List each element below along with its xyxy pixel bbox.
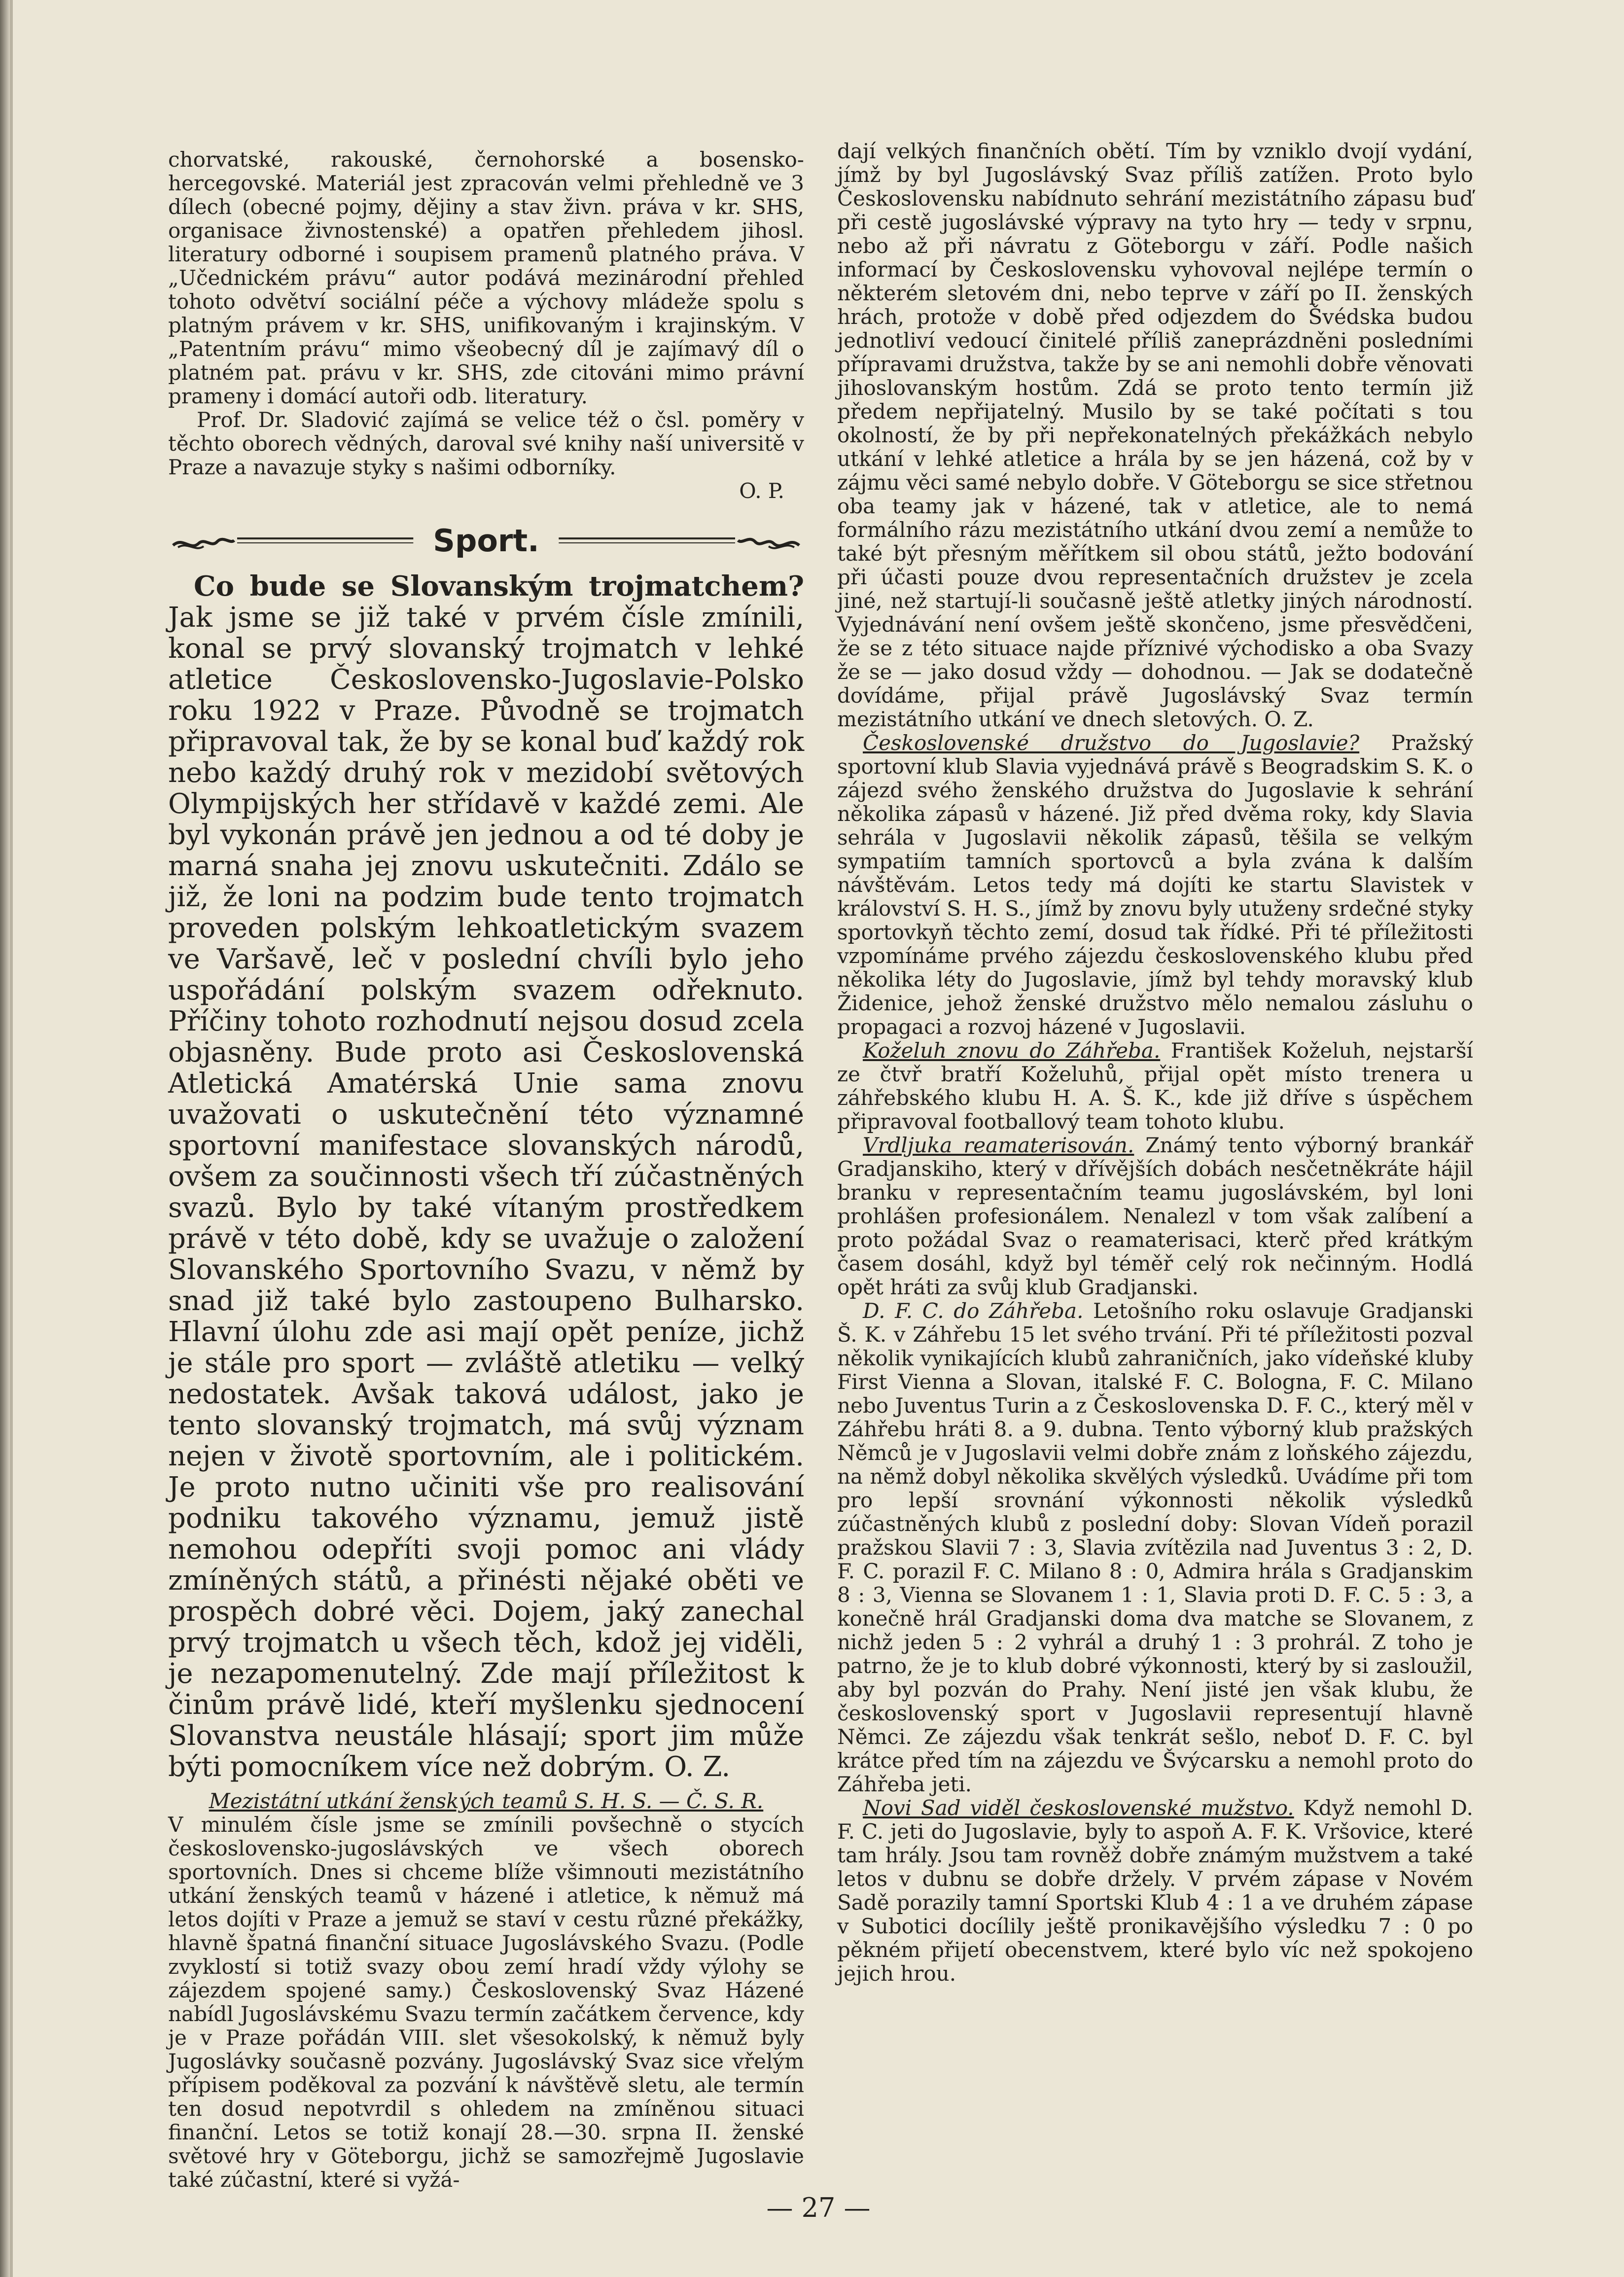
- article-paragraph: [837, 731, 1473, 1039]
- article-heading: Co bude se Slovanským trojmatchem?: [194, 570, 804, 603]
- section-title: Sport.: [413, 519, 559, 563]
- article-paragraph: [837, 1299, 1473, 1796]
- left-column: [168, 148, 804, 2192]
- page: [10, 0, 1624, 2277]
- article-body: Letošního roku oslavuje Gradjanski Š. K. v Záhřebu 15 let svého trvání. Při té příležitosti pozval několik vynikajících klubů zahraničních, jako vídeňské kluby First Vienna a Slovan, italské F. C. Bologna, F. C. Milano nebo Juventus Turin a z Československa D. F. C., který měl v Záhřebu hráti 8. a 9. dubna. Tento výborný klub pražských Němců je v Jugoslavii velmi dobře znám z loňského zájezdu, na němž dobyl několika skvělých výsledků. Uvádíme při tom pro lepší srovnání výkonnosti několik výsledků zúčastněných klubů z poslední doby: Slovan Vídeň porazil pražskou Slavii 7 : 3, Slavia zvítězila nad Juventus 3 : 2, D. F. C. porazil F. C. Milano 8 : 0, Admira hrála s Gradjanskim 8 : 3, Vienna se Slovanem 1 : 1, Slavia proti D. F. C. 5 : 3, a konečně hrál Gradjanski doma dva matche se Slovanem, z nichž jeden 5 : 2 vyhrál a druhý 1 : 3 prohrál. Z toho je patrno, že je to klub dobré výkonnosti, který by si zasloužil, aby byl pozván do Prahy. Není jisté jen však klubu, že československý sport v Jugoslavii representují hlavně Němci. Ze zájezdu však tenkrát sešlo, neboť D. F. C. byl krátce před tím na zájezdu ve Švýcarsku a nemohl proto do Záhřeba jeti.: [837, 1299, 1473, 1796]
- trojmatch-article: [168, 571, 804, 1782]
- review-paragraph: chorvatské, rakouské, černohorské a bosensko-hercegovské. Materiál jest zpracován velmi přehledně ve 3 dílech (obecné pojmy, dějiny a stav živn. práva v kr. SHS, organisace živnostenské) a opatřen přehledem jihosl. literatury odborné i soupisem pramenů platného práva. V „Učednickém právu“ autor podává mezinárodní přehled tohoto odvětví sociální péče a výchovy mládeže spolu s platným právem v kr. SHS, unifikovaným i krajinským. V „Patentním právu“ mimo všeobecný díl je zajímavý díl o platném pat. právu v kr. SHS, zde citováni mimo právní prameny i domácí autoři odb. literatury.: [168, 147, 804, 408]
- article-paragraph: [837, 1039, 1473, 1134]
- article-heading: Koželuh znovu do Záhřeba.: [863, 1038, 1161, 1063]
- article-paragraph: [837, 1134, 1473, 1299]
- article-heading: D. F. C. do Záhřeba.: [863, 1299, 1084, 1323]
- page-fold-shadow: [0, 0, 10, 2277]
- women-teams-article: [168, 1789, 804, 2192]
- article-heading: Vrdljuka reamaterisován.: [863, 1133, 1134, 1157]
- article-body: Jak jsme se již také v prvém čísle zmínili, konal se prvý slovanský trojmatch v lehké atletice Československo-Jugoslavie-Polsko roku 1922 v Praze. Původně se trojmatch připravoval tak, že by se konal buď každý rok nebo každý druhý rok v mezidobí světových Olympijských her střídavě v každé zemi. Ale byl vykonán právě jen jednou a od té doby je marná snaha jej znovu uskutečniti. Zdálo se již, že loni na podzim bude tento trojmatch proveden polským lehkoatletickým svazem ve Varšavě, leč v poslední chvíli bylo jeho uspořádání polským svazem odřeknuto. Příčiny tohoto rozhodnutí nejsou dosud zcela objasněny. Bude proto asi Československá Atletická Amatérská Unie sama znovu uvažovati o uskutečnění této významné sportovní manifestace slovanských národů, ovšem za součinnosti všech tří zúčastněných svazů. Bylo by také vítaným prostředkem právě v této době, kdy se uvažuje o založení Slovanského Sportovního Svazu, v němž by snad již také bylo zastoupeno Bulharsko. Hlavní úlohu zde asi mají opět peníze, jichž je stále pro sport — zvláště atletiku — velký nedostatek. Avšak taková událost, jako je tento slovanský trojmatch, má svůj význam nejen v životě sportovním, ale i politickém. Je proto nutno učiniti vše pro realisování podniku takového významu, jemuž jistě nemohou odepříti svoji pomoc ani vlády zmíněných států, a přinésti nějaké oběti ve prospěch dobré věci. Dojem, jaký zanechal prvý trojmatch u všech těch, kdož jej viděli, je nezapomenutelný. Zde mají příležitost k činům právě lidé, kteří myšlenku sjednocení Slovanstva neustále hlásají; sport jim může býti pomocníkem více než dobrým. O. Z.: [168, 602, 804, 1783]
- article-heading-line: [168, 1789, 804, 1813]
- article-heading: Mezistátní utkání ženských teamů S. H. S. — Č. S. R.: [209, 1789, 764, 1813]
- article-body: Známý tento výborný brankář Gradjanskiho, který v dřívějších dobách nesčetněkráte hájil branku v representačním teamu jugoslávském, byl loni prohlášen profesionálem. Nenalezl v tom však zalíbení a proto požádal Svaz o reamaterisaci, kterč před krátkým časem dosáhl, když byl téměř celý rok nečinným. Hodlá opět hráti za svůj klub Gradjanski.: [837, 1133, 1473, 1299]
- article-body: František Koželuh, nejstarší ze čtvř bratří Koželuhů, přijal opět místo trenera u záhřebského klubu H. A. Š. K., kde již dříve s úspěchem připravoval footballový team tohoto klubu.: [837, 1038, 1473, 1134]
- right-ornament-icon: [735, 527, 804, 556]
- review-signature: O. P.: [739, 479, 784, 503]
- article-paragraph: [837, 1796, 1473, 1986]
- article-heading: Československé družstvo do Jugoslavie?: [863, 731, 1360, 755]
- review-paragraph: Prof. Dr. Sladović zajímá se velice též o čsl. poměry v těchto oborech vědných, daroval své knihy naší universitě v Praze a navazuje styky s našimi odborníky.: [168, 408, 804, 479]
- left-ornament-icon: [168, 527, 237, 556]
- article-body: Pražský sportovní klub Slavia vyjednává právě s Beogradskim S. K. o zájezd svého ženského družstva do Jugoslavie k sehrání několika zápasů v házené. Již před dvěma roky, kdy Slavia sehrála v Jugoslavii několik zápasů, těšila se velkým sympatiím tamních sportovců a byla zvána k dalším návštěvám. Letos tedy má dojíti ke startu Slavistek v království S. H. S., jímž by znovu byly utuženy srdečné styky sportovkyň těchto zemí, dosud tak řídké. Při té příležitosti vzpomínáme prvého zájezdu československého klubu před několika léty do Jugoslavie, jímž byl tehdy moravský klub Židenice, jehož ženské družstvo mělo nemalou zásluhu o propagaci a rozvoj házené v Jugoslavii.: [837, 731, 1473, 1039]
- article-heading: Novi Sad viděl československé mužstvo.: [863, 1796, 1294, 1820]
- book-review: [168, 148, 804, 503]
- right-column: [837, 140, 1473, 1986]
- article-body: Když nemohl D. F. C. jeti do Jugoslavie, byly to aspoň A. F. K. Vršovice, které tam hrály. Jsou tam rovněž dobře známým mužstvem a také letos v dubnu se dobře držely. V prvém zápase v Novém Sadě porazily tamní Sportski Klub 4 : 1 a ve druhém zápase v Subotici docílily ještě pronikavějšího výsledku 7 : 0 po pěkném přijetí obecenstvem, které bylo víc než spokojeno jejich hrou.: [837, 1796, 1473, 1986]
- article-paragraph: [168, 571, 804, 1782]
- section-header: [168, 512, 804, 571]
- continuation-paragraph: dají velkých finančních obětí. Tím by vzniklo dvojí vydání, jímž by byl Jugoslávský Svaz příliš zatížen. Proto bylo Československu nabídnuto sehrání mezistátního zápasu buď při cestě jugoslávské výpravy na tyto hry — tedy v srpnu, nebo až při návratu z Göteborgu v září. Podle našich informací by Československu vyhovoval nejlépe termín o některém sletovém dni, nebo teprve v září po II. ženských hrách, protože v době před odjezdem do Švédska budou jednotliví vedoucí činitelé příliš zaneprázdněni posledními přípravami družstva, takže by se ani nemohli dobře věnovati jihoslovanským hostům. Zdá se proto tento termín již předem nepřijatelný. Musilo by se také počítati s tou okolností, že by při nepřekonatelných překážkách nebylo utkání v lehké atletice a hrála by se jen házená, což by v zájmu věci samé nebylo dobře. V Göteborgu se sice střetnou oba teamy jak v házené, tak v atletice, ale to nemá formálního rázu mezistátního utkání dvou zemí a nemůže to také být přesným měřítkem sil obou států, ježto bodování při účasti pouze dvou representačních družstev je zcela jiné, než startují-li současně ještě atletky jiných národností. Vyjednávání není ovšem ještě skončeno, jsme přesvědčeni, že se z této situace najde příznivé východisko a oba Svazy že se — jako dosud vždy — dohodnou. — Jak se dodatečně dovídáme, přijal právě Jugoslávský Svaz termín mezistátního utkání ve dnech sletových. O. Z.: [837, 139, 1473, 731]
- article-body: V minulém čísle jsme se zmínili povšechně o stycích československo-jugoslávských ve všech oborech sportovních. Dnes si chceme blíže všimnouti mezistátního utkání ženských teamů v házené i atletice, k němuž má letos dojíti v Praze a jemuž se staví v cestu různé překážky, hlavně špatná finanční situace Jugoslávského Svazu. (Podle zvyklostí si totiž svazy obou zemí hradí vždy výlohy se zájezdem spojené samy.) Československý Svaz Házené nabídl Jugoslávskému Svazu termín začátkem července, kdy je v Praze pořádán VIII. slet všesokolský, k němuž byly Jugoslávky současně pozvány. Jugoslávský Svaz sice vřelým přípisem poděkoval za pozvání k návštěvě sletu, ale termín ten dosud nepotvrdil s ohledem na zmíněnou situaci finanční. Letos se totiž konají 28.—30. srpna II. ženské světové hry v Göteborgu, jichž se samozřejmě Jugoslavie také zúčastní, které si vyžá-: [168, 1813, 804, 2192]
- page-number: — 27 —: [766, 2192, 871, 2223]
